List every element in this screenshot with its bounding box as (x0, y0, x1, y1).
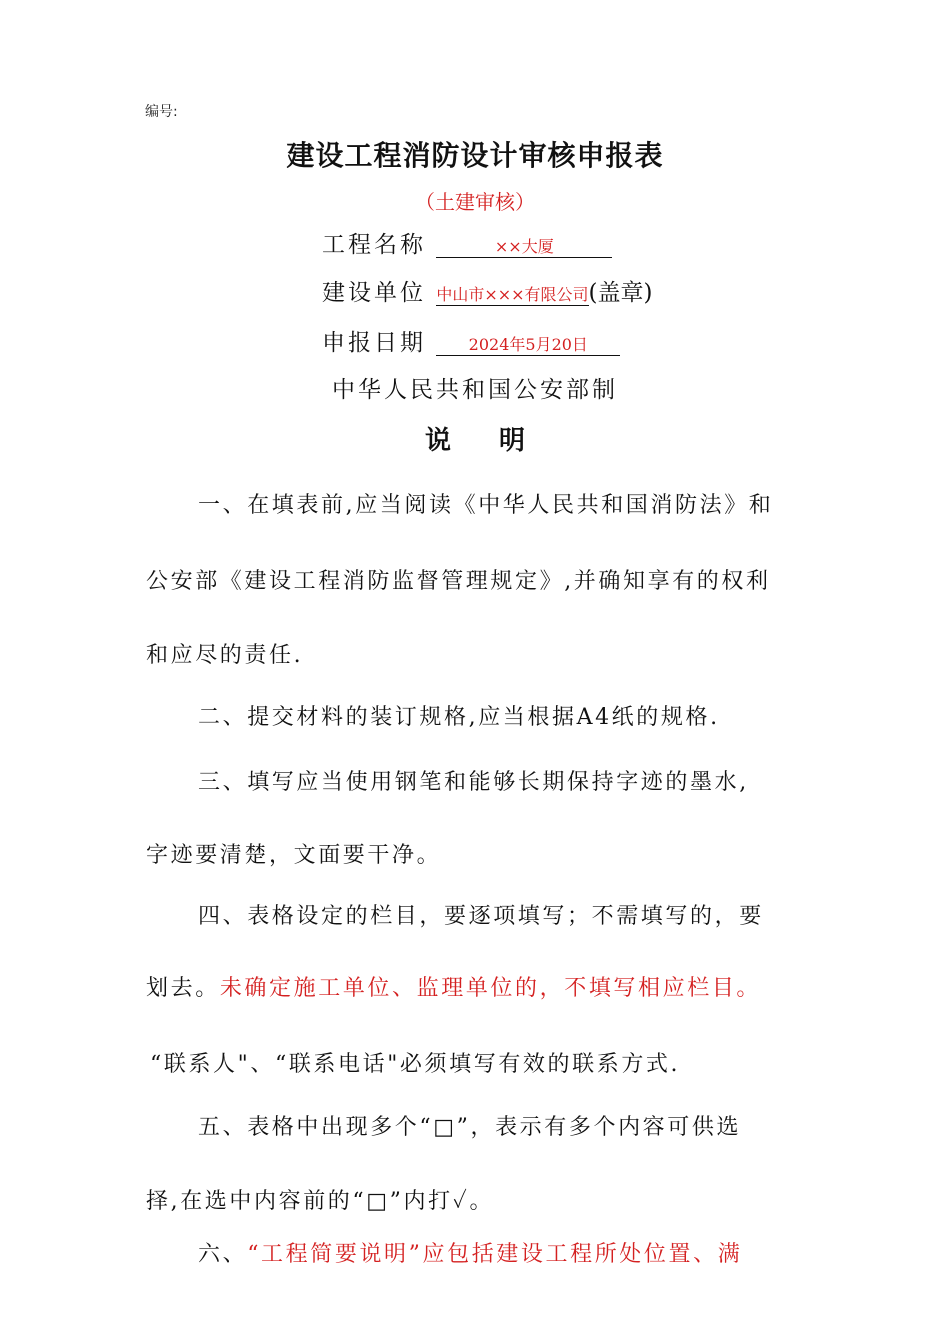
project-name-label: 工程名称 (322, 232, 426, 258)
instruction-text: 六、 (198, 1242, 248, 1267)
instructions-heading: 说明 (424, 426, 573, 456)
instruction-line: 二、提交材料的装订规格,应当根据A4纸的规格. (198, 705, 720, 730)
builder-row (322, 274, 653, 307)
builder-field[interactable]: 中山市×××有限公司 (436, 282, 588, 306)
seal-note: (盖章) (588, 280, 653, 306)
instruction-line: 三、填写应当使用钢笔和能够长期保持字迹的墨水, (198, 770, 749, 795)
instruction-line: 和应尽的责任. (146, 643, 304, 668)
instruction-text: 划去。 (146, 976, 220, 1001)
instruction-line (146, 971, 761, 1002)
issuer-text: 中华人民共和国公安部制 (332, 377, 618, 403)
serial-number-label: 编号: (145, 104, 178, 120)
instruction-line: 公安部《建设工程消防监督管理规定》,并确知享有的权利 (146, 569, 771, 594)
date-label: 申报日期 (322, 330, 426, 356)
instruction-line: 择,在选中内容前的“□”内打✓。 (146, 1189, 495, 1214)
instruction-line: 四、表格设定的栏目，要逐项填写；不需填写的，要 (198, 904, 764, 929)
instruction-line (198, 1237, 742, 1268)
project-name-field[interactable]: ××大厦 (436, 234, 612, 258)
instruction-highlight: 未确定施工单位、监理单位的，不填写相应栏目。 (219, 976, 762, 1001)
builder-label: 建设单位 (322, 280, 426, 306)
page-subtitle: （土建审核） (415, 190, 535, 214)
date-row (322, 324, 620, 357)
project-name-row (322, 226, 612, 259)
date-field[interactable]: 2024年5月20日 (436, 332, 620, 356)
instruction-line: 字迹要清楚，文面要干净。 (146, 843, 442, 868)
instruction-line: “联系人"、“联系电话"必须填写有效的联系方式. (150, 1052, 681, 1077)
instruction-highlight: “工程简要说明”应包括建设工程所处位置、满 (247, 1242, 743, 1267)
page-title: 建设工程消防设计审核申报表 (286, 139, 664, 172)
instruction-line: 五、表格中出现多个“□”，表示有多个内容可供选 (198, 1115, 742, 1140)
instruction-line: 一、在填表前,应当阅读《中华人民共和国消防法》和 (198, 493, 774, 518)
